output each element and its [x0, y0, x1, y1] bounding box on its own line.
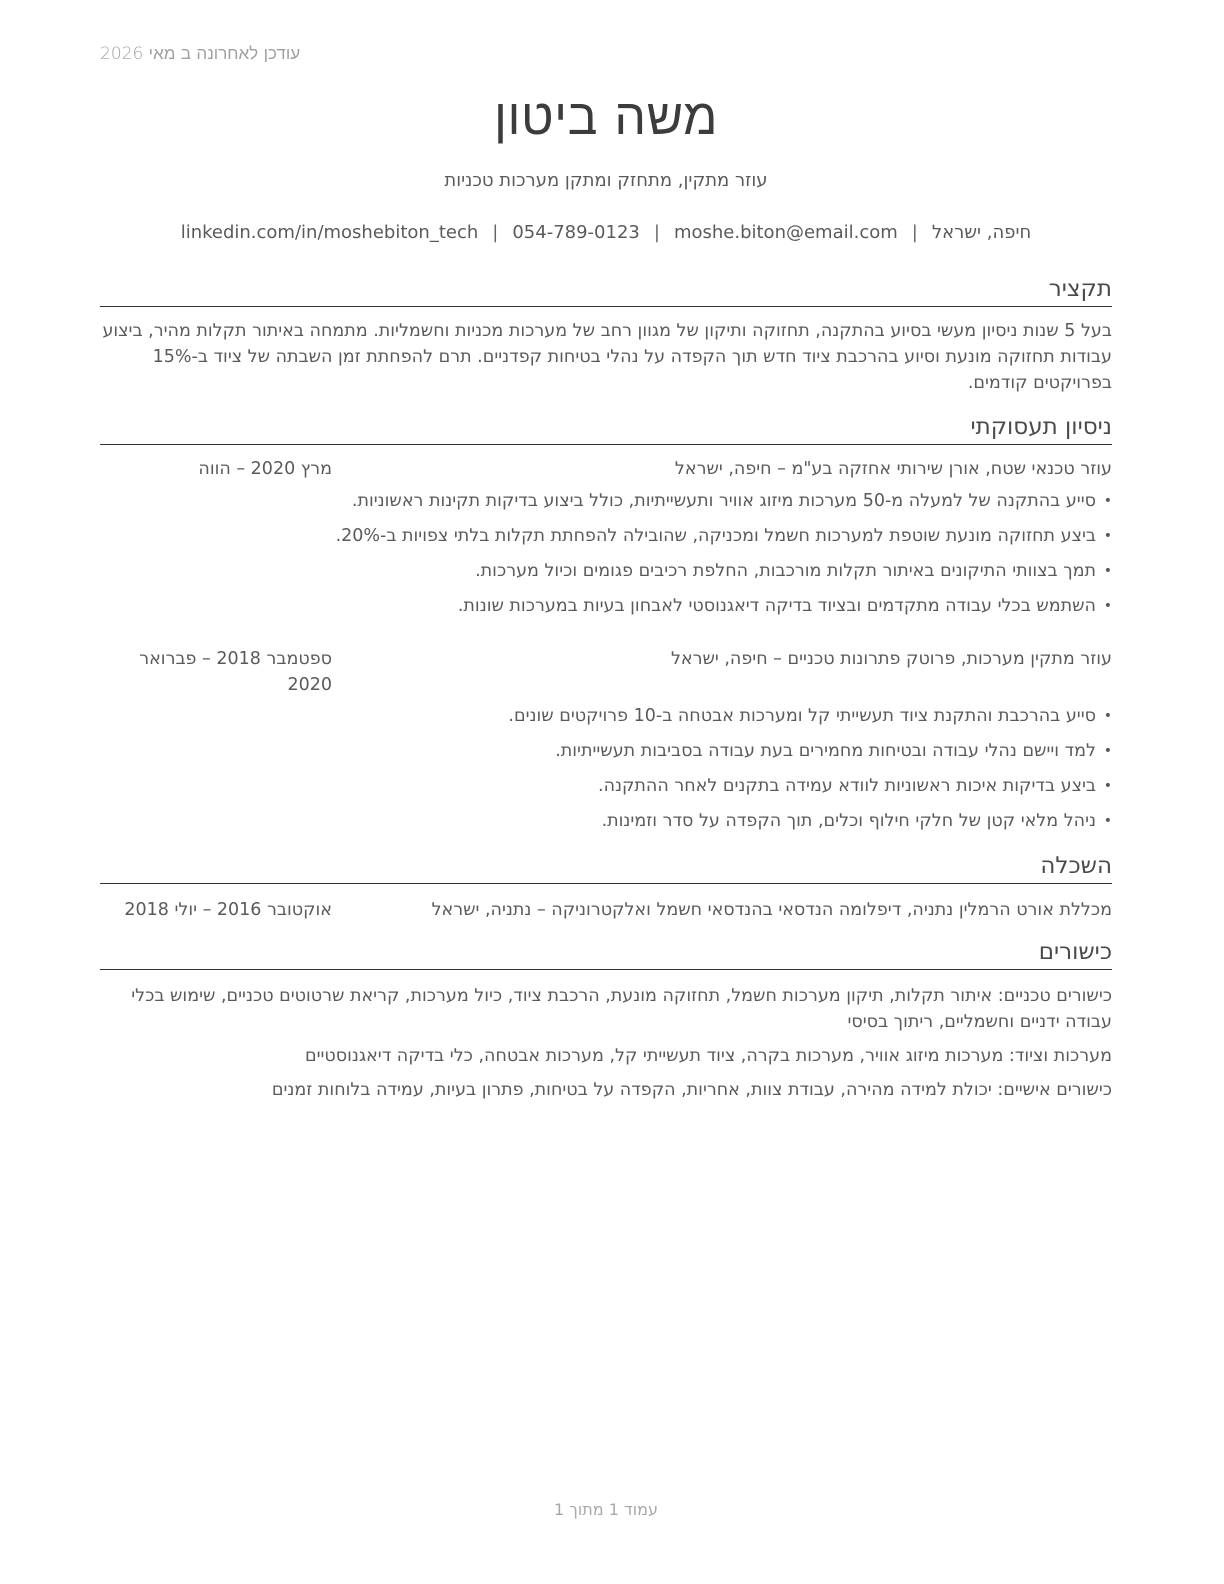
- summary-text: בעל 5 שנות ניסיון מעשי בסיוע בהתקנה, תחזוקה ותיקון של מגוון רחב של מערכות מכניות וחשמליות. מתמחה באיתור תקלות מהיר, ביצוע עבודות תחזוקה מונעת וסיוע בהרכבת ציוד חדש תוך הקפדה על נהלי בטיחות קפדניים. תרם להפחתת זמן השבתה של ציוד ב-15% בפרויקטים קודמים.: [102, 321, 1112, 393]
- list-item: • ביצע בדיקות איכות ראשוניות לוודא עמידה בתקנים לאחר ההתקנה.: [100, 773, 1112, 808]
- job-header: [100, 646, 1112, 698]
- candidate-headline: עוזר מתקין, מתחזק ומתקן מערכות טכניות: [444, 170, 768, 191]
- education-entry: [100, 897, 1112, 923]
- list-item: • ביצע תחזוקה מונעת שוטפת למערכות חשמל ומכניקה, שהובילה להפחתת תקלות בלתי צפויות ב-20%.: [100, 523, 1112, 558]
- list-item: • סייע בהרכבת והתקנת ציוד תעשייתי קל ומערכות אבטחה ב-10 פרויקטים שונים.: [100, 703, 1112, 738]
- contact-separator: |: [911, 222, 918, 243]
- bullet-icon: •: [1103, 493, 1112, 509]
- job-bullets: [100, 488, 1112, 628]
- list-item: • ניהל מלאי קטן של חלקי חילוף וכלים, תוך הקפדה על סדר וזמינות.: [100, 808, 1112, 843]
- job-bullets: [100, 703, 1112, 843]
- contact-separator: |: [653, 222, 660, 243]
- job-header: [100, 456, 1112, 482]
- skills-heading: כישורים: [100, 937, 1112, 970]
- list-item: • למד ויישם נהלי עבודה ובטיחות מחמירים בעת עבודה בסביבות תעשייתיות.: [100, 738, 1112, 773]
- contact-phone[interactable]: 054-789-0123: [512, 222, 640, 243]
- education-heading: השכלה: [100, 851, 1112, 884]
- candidate-name: משה ביטון: [494, 88, 718, 146]
- job-title: עוזר טכנאי שטח, אורן שירותי אחזקה בע"מ – חיפה, ישראל: [674, 459, 1112, 479]
- education-institution: מכללת אורט הרמלין נתניה, דיפלומה הנדסאי בהנדסאי חשמל ואלקטרוניקה – נתניה, ישראל: [431, 900, 1112, 920]
- contact-linkedin[interactable]: linkedin.com/in/moshebiton_tech: [180, 222, 479, 243]
- list-item: • סייע בהתקנה של למעלה מ-50 מערכות מיזוג אוויר ותעשייתיות, כולל ביצוע בדיקות תקינות ראשוניות.: [100, 488, 1112, 523]
- contact-location: חיפה, ישראל: [931, 222, 1032, 243]
- bullet-icon: •: [1103, 598, 1112, 614]
- bullet-icon: •: [1103, 743, 1112, 759]
- bullet-icon: •: [1103, 813, 1112, 829]
- contact-separator: |: [492, 222, 499, 243]
- contact-line: [100, 222, 1112, 243]
- job-date: מרץ 2020 – הווה: [198, 459, 332, 479]
- education-date: אוקטובר 2016 – יולי 2018: [124, 900, 332, 920]
- experience-heading: ניסיון תעסוקתי: [100, 412, 1112, 445]
- list-item: • השתמש בכלי עבודה מתקדמים ובציוד בדיקה דיאגנוסטי לאבחון בעיות במערכות שונות.: [100, 593, 1112, 628]
- skills-technical: כישורים טכניים: איתור תקלות, תיקון מערכות חשמל, תחזוקה מונעת, הרכבת ציוד, כיול מערכות, קריאת שרטוטים טכניים, שימוש בכלי עבודה ידניים וחשמליים, ריתוך בסיסי: [131, 986, 1112, 1032]
- job-title: עוזר מתקין מערכות, פרוטק פתרונות טכניים – חיפה, ישראל: [670, 649, 1112, 669]
- summary-heading: תקציר: [100, 274, 1112, 307]
- last-updated: עודכן לאחרונה ב מאי 2026: [100, 44, 301, 64]
- bullet-icon: •: [1103, 563, 1112, 579]
- resume-page: [100, 0, 1112, 1584]
- list-item: • תמך בצוותי התיקונים באיתור תקלות מורכבות, החלפת רכיבים פגומים וכיול מערכות.: [100, 558, 1112, 593]
- bullet-icon: •: [1103, 708, 1112, 724]
- page-number: עמוד 1 מתוך 1: [554, 1500, 658, 1519]
- contact-email[interactable]: moshe.biton@email.com: [673, 222, 898, 243]
- job-date: ספטמבר 2018 – פברואר 2020: [139, 649, 332, 695]
- skills-equipment: מערכות וציוד: מערכות מיזוג אוויר, מערכות בקרה, ציוד תעשייתי קל, מערכות אבטחה, כלי בדיקה דיאגנוסטיים: [304, 1046, 1112, 1066]
- bullet-icon: •: [1103, 778, 1112, 794]
- skills-personal: כישורים אישיים: יכולת למידה מהירה, עבודת צוות, אחריות, הקפדה על בטיחות, פתרון בעיות, עמידה בלוחות זמנים: [271, 1080, 1112, 1100]
- bullet-icon: •: [1103, 528, 1112, 544]
